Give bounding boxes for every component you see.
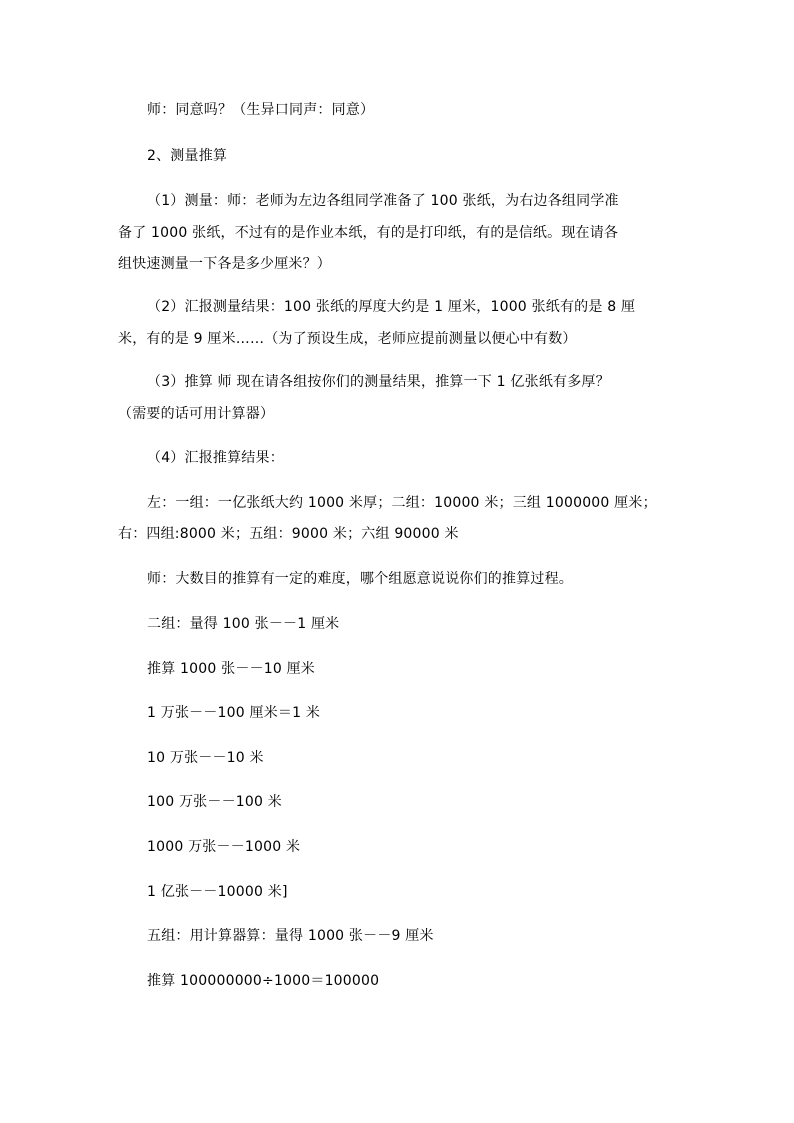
paragraph-results-left: 左：一组：一亿张纸大约 1000 米厚；二组：10000 米；三组 1000000 厘米； — [147, 495, 657, 511]
paragraph-group2-step-4: 100 万张－－100 米 — [147, 794, 282, 810]
paragraph-measure-line-3: 组快速测量一下各是多少厘米？） — [118, 256, 331, 272]
paragraph-results-right: 右：四组:8000 米；五组：9000 米；六组 90000 米 — [118, 526, 459, 542]
paragraph-group5-measure: 五组：用计算器算：量得 1000 张－－9 厘米 — [147, 928, 434, 944]
paragraph-calc-line-2: （需要的话可用计算器） — [118, 406, 275, 422]
paragraph-group2-step-3: 10 万张－－10 米 — [147, 750, 264, 766]
paragraph-report-line-1: （2）汇报测量结果：100 张纸的厚度大约是 1 厘米，1000 张纸有的是 8 厘 — [147, 299, 636, 315]
section-heading-measure: 2、测量推算 — [147, 148, 228, 164]
paragraph-group2-measure: 二组：量得 100 张－－1 厘米 — [147, 616, 340, 632]
paragraph-measure-line-1: （1）测量：师：老师为左边各组同学准备了 100 张纸，为右边各组同学准 — [147, 193, 619, 209]
paragraph-group2-step-1: 推算 1000 张－－10 厘米 — [147, 661, 315, 677]
paragraph-measure-line-2: 备了 1000 张纸，不过有的是作业本纸，有的是打印纸，有的是信纸。现在请各 — [118, 225, 619, 241]
paragraph-report-line-2: 米，有的是 9 厘米……（为了预设生成，老师应提前测量以便心中有数） — [118, 331, 577, 347]
paragraph-teacher-question: 师：同意吗？（生异口同声：同意） — [147, 102, 375, 118]
paragraph-group5-calc: 推算 100000000÷1000＝100000 — [147, 973, 380, 989]
paragraph-teacher-prompt: 师：大数目的推算有一定的难度，哪个组愿意说说你们的推算过程。 — [147, 571, 573, 587]
paragraph-group2-step-2: 1 万张－－100 厘米＝1 米 — [147, 705, 321, 721]
paragraph-results-heading: （4）汇报推算结果： — [147, 450, 284, 466]
paragraph-group2-step-6: 1 亿张－－10000 米] — [147, 884, 288, 900]
paragraph-group2-step-5: 1000 万张－－1000 米 — [147, 839, 301, 855]
paragraph-calc-line-1: （3）推算 师 现在请各组按你们的测量结果，推算一下 1 亿张纸有多厚？ — [147, 374, 610, 390]
